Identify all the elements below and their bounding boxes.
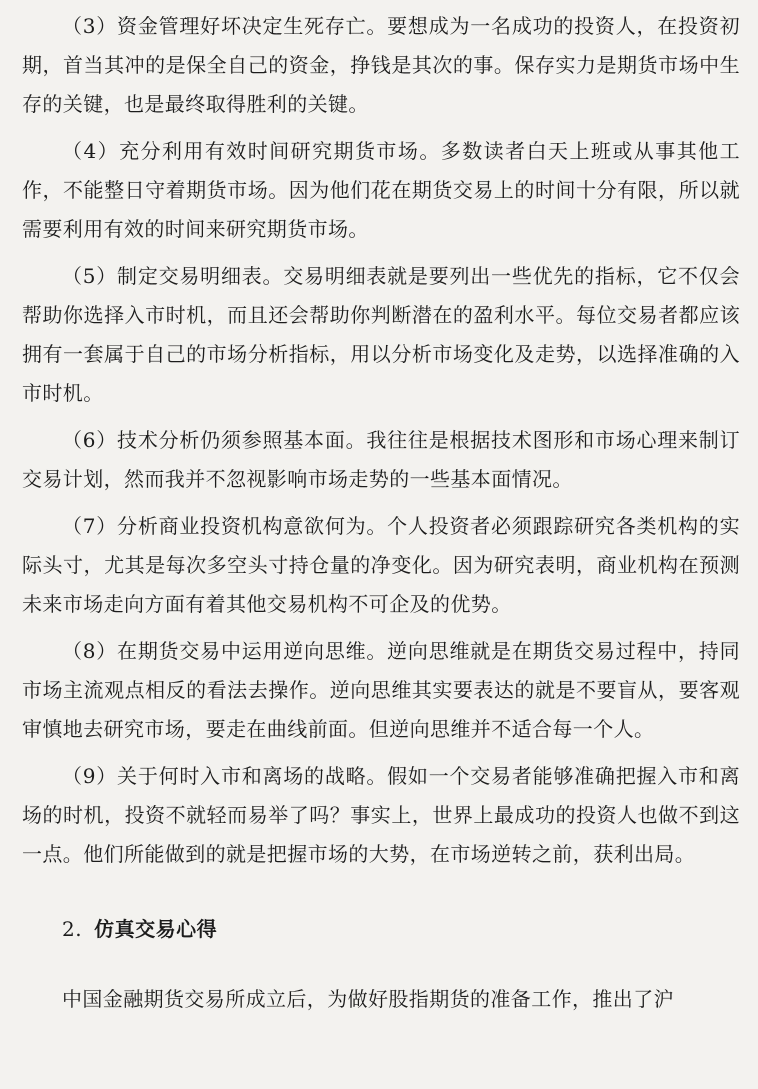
paragraph-8: （8）在期货交易中运用逆向思维。逆向思维就是在期货交易过程中，持同市场主流观点相反的看法去操作。逆向思维其实要表达的就是不要盲从，要客观审慎地去研究市场，要走在曲线前面。但逆向思维并不适合每一个人。 (22, 639, 740, 741)
section-heading (62, 914, 740, 944)
paragraph-3: （3）资金管理好坏决定生死存亡。要想成为一名成功的投资人，在投资初期，首当其冲的是保全自己的资金，挣钱是其次的事。保存实力是期货市场中生存的关键，也是最终取得胜利的关键。 (22, 14, 740, 116)
paragraph-5: （5）制定交易明细表。交易明细表就是要列出一些优先的指标，它不仅会帮助你选择入市时机，而且还会帮助你判断潜在的盈利水平。每位交易者都应该拥有一套属于自己的市场分析指标，用以分析市场变化及走势，以选择准确的入市时机。 (22, 264, 740, 405)
section-title: 仿真交易心得 (94, 917, 218, 941)
paragraph-7: （7）分析商业投资机构意欲何为。个人投资者必须跟踪研究各类机构的实际头寸，尤其是每次多空头寸持仓量的净变化。因为研究表明，商业机构在预测未来市场走向方面有着其他交易机构不可企及的优势。 (22, 514, 740, 616)
paragraph-section-intro: 中国金融期货交易所成立后，为做好股指期货的准备工作，推出了沪 (62, 987, 674, 1011)
section-number: 2. (62, 917, 83, 941)
paragraph-9: （9）关于何时入市和离场的战略。假如一个交易者能够准确把握入市和离场的时机，投资不就轻而易举了吗？事实上，世界上最成功的投资人也做不到这一点。他们所能做到的就是把握市场的大势，在市场逆转之前，获利出局。 (22, 764, 740, 866)
paragraph-6: （6）技术分析仍须参照基本面。我往往是根据技术图形和市场心理来制订交易计划，然而我并不忽视影响市场走势的一些基本面情况。 (22, 428, 740, 491)
paragraph-4: （4）充分利用有效时间研究期货市场。多数读者白天上班或从事其他工作，不能整日守着期货市场。因为他们花在期货交易上的时间十分有限，所以就需要利用有效的时间来研究期货市场。 (22, 139, 740, 241)
